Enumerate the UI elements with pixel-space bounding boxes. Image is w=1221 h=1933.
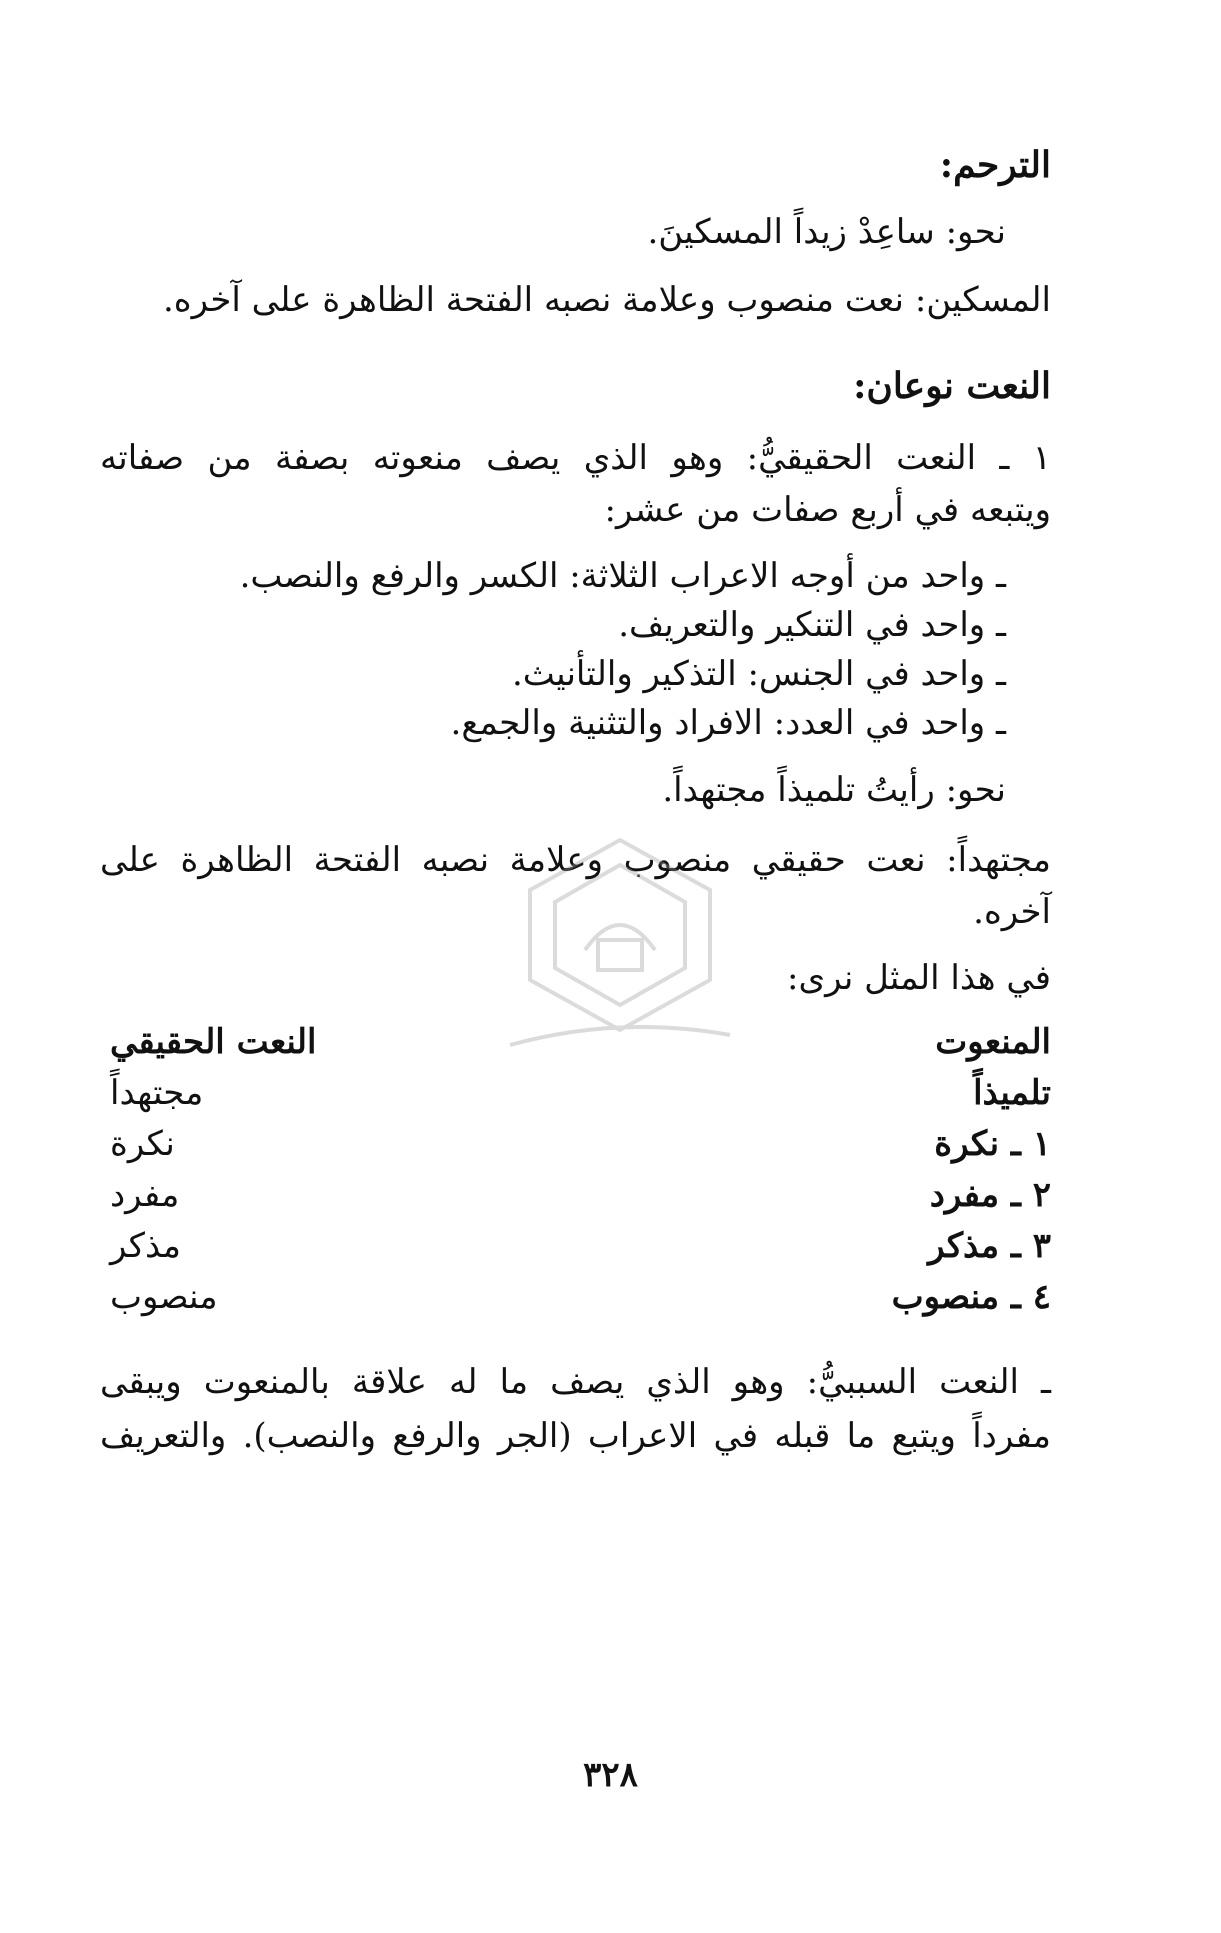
condition-item: ـ واحد من أوجه الاعراب الثلاثة: الكسر والرفع والنصب. (239, 556, 1006, 596)
table-header-left: النعت الحقيقي (110, 1022, 317, 1062)
table-cell-right: تلميذاً (973, 1073, 1051, 1113)
sababi-line-2: مفرداً ويتبع ما قبله في الاعراب (الجر والرفع والنصب). والتعريف (100, 1416, 1051, 1456)
types-heading: النعت نوعان: (853, 365, 1051, 407)
table-header-right: المنعوت (935, 1022, 1051, 1062)
table-cell-left: منصوب (110, 1277, 218, 1317)
page-number: ٣٢٨ (583, 1755, 638, 1795)
table-cell-left: مذكر (110, 1226, 182, 1266)
example-intro: في هذا المثل نرى: (787, 958, 1051, 998)
haqiqi-analysis-line-1: مجتهداً: نعت حقيقي منصوب وعلامة نصبه الفتحة الظاهرة على (100, 840, 1051, 880)
tarahhum-heading: الترحم: (939, 144, 1051, 186)
table-cell-left: نكرة (110, 1124, 175, 1164)
table-cell-right: ٢ ـ مفرد (929, 1175, 1051, 1215)
table-cell-right: ٣ ـ مذكر (928, 1226, 1051, 1266)
haqiqi-analysis-line-2: آخره. (973, 892, 1051, 932)
sababi-line-1: ـ النعت السببيُّ: وهو الذي يصف ما له علاقة بالمنعوت ويبقى (100, 1362, 1051, 1402)
tarahhum-analysis: المسكين: نعت منصوب وعلامة نصبه الفتحة الظاهرة على آخره. (162, 280, 1051, 320)
table-cell-left: مفرد (110, 1175, 180, 1215)
institution-seal-icon (470, 830, 770, 1070)
condition-item: ـ واحد في العدد: الافراد والتثنية والجمع. (450, 703, 1006, 743)
tarahhum-example: نحو: ساعِدْ زيداً المسكينَ. (647, 212, 1006, 252)
haqiqi-example: نحو: رأيتُ تلميذاً مجتهداً. (662, 770, 1006, 810)
table-cell-right: ١ ـ نكرة (934, 1124, 1051, 1164)
haqiqi-definition-line-1: ١ ـ النعت الحقيقيُّ: وهو الذي يصف منعوته بصفة من صفاته (100, 438, 1051, 478)
haqiqi-definition-line-2: ويتبعه في أربع صفات من عشر: (604, 490, 1051, 530)
condition-item: ـ واحد في التنكير والتعريف. (618, 605, 1006, 645)
table-cell-right: ٤ ـ منصوب (891, 1277, 1051, 1317)
condition-item: ـ واحد في الجنس: التذكير والتأنيث. (511, 654, 1006, 694)
table-cell-left: مجتهداً (110, 1073, 204, 1113)
